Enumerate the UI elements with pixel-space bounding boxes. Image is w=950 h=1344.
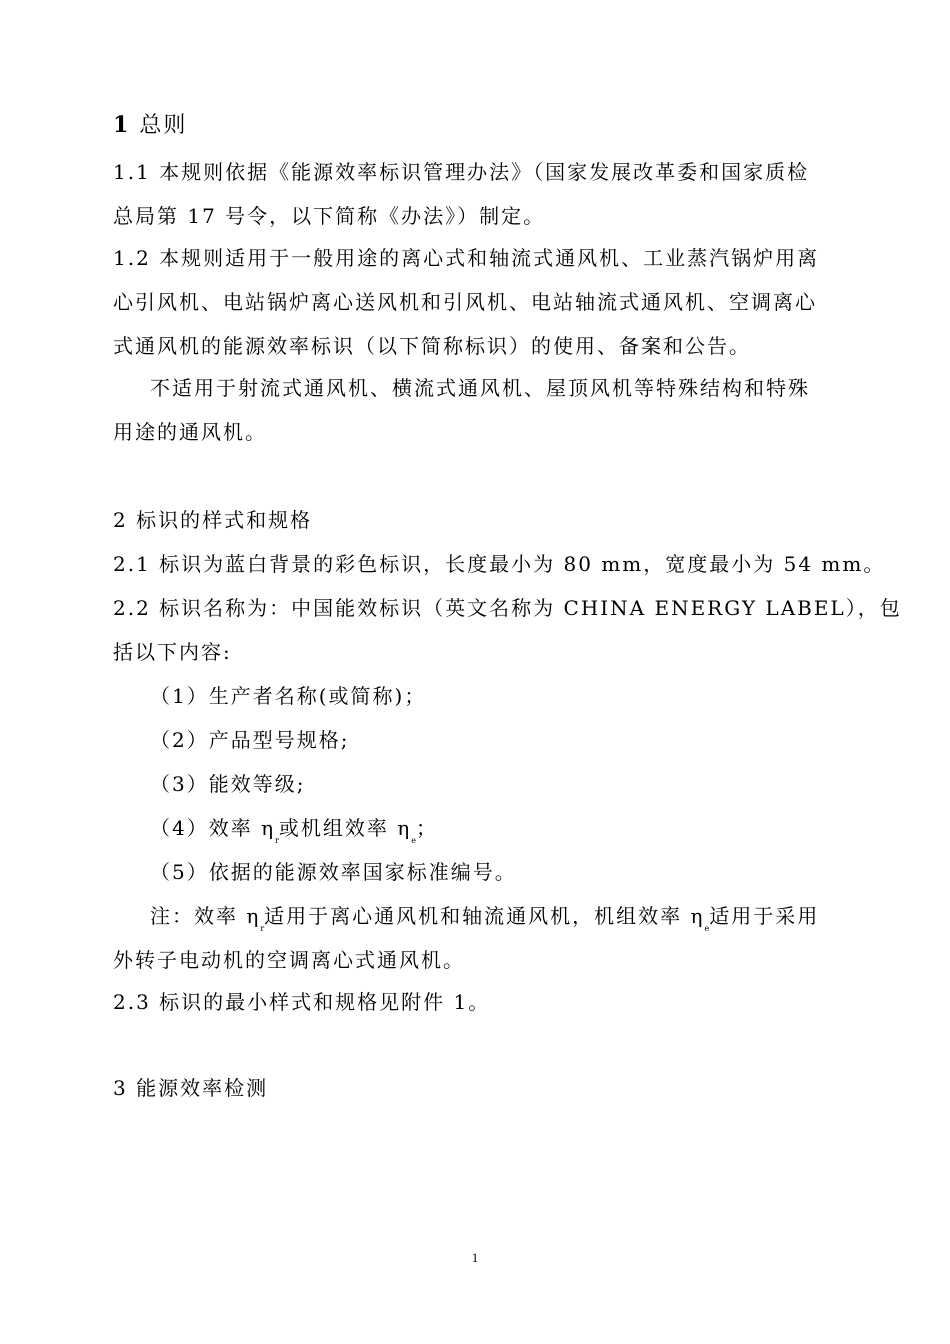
- note-text-a: 注：效率 η: [150, 904, 261, 928]
- section-1-number: 1: [113, 112, 131, 138]
- paragraph-1-1-line-1: 1.1 本规则依据《能源效率标识管理办法》（国家发展改革委和国家质检: [113, 160, 810, 184]
- list-item-4-text-a: （4）效率 η: [150, 816, 276, 840]
- page-number: 1: [471, 1250, 479, 1265]
- eta-r-subscript: r: [275, 836, 279, 845]
- paragraph-1-2-line-1: 1.2 本规则适用于一般用途的离心式和轴流式通风机、工业蒸汽锅炉用离: [113, 246, 820, 270]
- list-item-4-text-c: ；: [415, 816, 438, 840]
- note-text-c: 适用于采用: [709, 904, 820, 928]
- list-item-1: （1）生产者名称(或简称)；: [150, 684, 427, 708]
- paragraph-2-2-line-1: 2.2 标识名称为：中国能效标识（英文名称为 CHINA ENERGY LABEL），包: [113, 596, 902, 620]
- note-eta-r-subscript: r: [260, 924, 265, 933]
- paragraph-1-2-line-3: 式通风机的能源效率标识（以下简称标识）的使用、备案和公告。: [113, 334, 751, 358]
- list-item-2: （2）产品型号规格;: [150, 728, 350, 752]
- paragraph-2-2-line-2: 括以下内容:: [113, 640, 232, 664]
- list-item-3: （3）能效等级;: [150, 772, 306, 796]
- paragraph-1-2-line-2: 心引风机、电站锅炉离心送风机和引风机、电站轴流式通风机、空调离心: [113, 290, 817, 314]
- list-item-4-text-b: 或机组效率 η: [278, 816, 412, 840]
- section-3-heading: 3 能源效率检测: [113, 1076, 269, 1100]
- note-line-1: [150, 903, 860, 942]
- list-item-5: （5）依据的能源效率国家标准编号。: [150, 860, 517, 884]
- paragraph-2-3: 2.3 标识的最小样式和规格见附件 1。: [113, 990, 491, 1014]
- section-1-heading: [113, 112, 823, 139]
- paragraph-2-1: 2.1 标识为蓝白背景的彩色标识，长度最小为 80 mm，宽度最小为 54 mm。: [113, 552, 886, 576]
- paragraph-1-3-line-1: 不适用于射流式通风机、横流式通风机、屋顶风机等特殊结构和特殊: [150, 376, 810, 400]
- list-item-4: [150, 815, 860, 854]
- section-1-title: 总则: [139, 113, 188, 138]
- note-text-b: 适用于离心通风机和轴流通风机，机组效率 η: [264, 904, 705, 928]
- paragraph-1-3-line-2: 用途的通风机。: [113, 420, 267, 444]
- paragraph-1-1-line-2: 总局第 17 号令，以下简称《办法》）制定。: [113, 204, 546, 228]
- note-eta-e-subscript: e: [704, 924, 710, 933]
- section-2-heading: 2 标识的样式和规格: [113, 508, 313, 532]
- note-line-2: 外转子电动机的空调离心式通风机。: [113, 948, 465, 972]
- eta-e-subscript: e: [411, 836, 416, 845]
